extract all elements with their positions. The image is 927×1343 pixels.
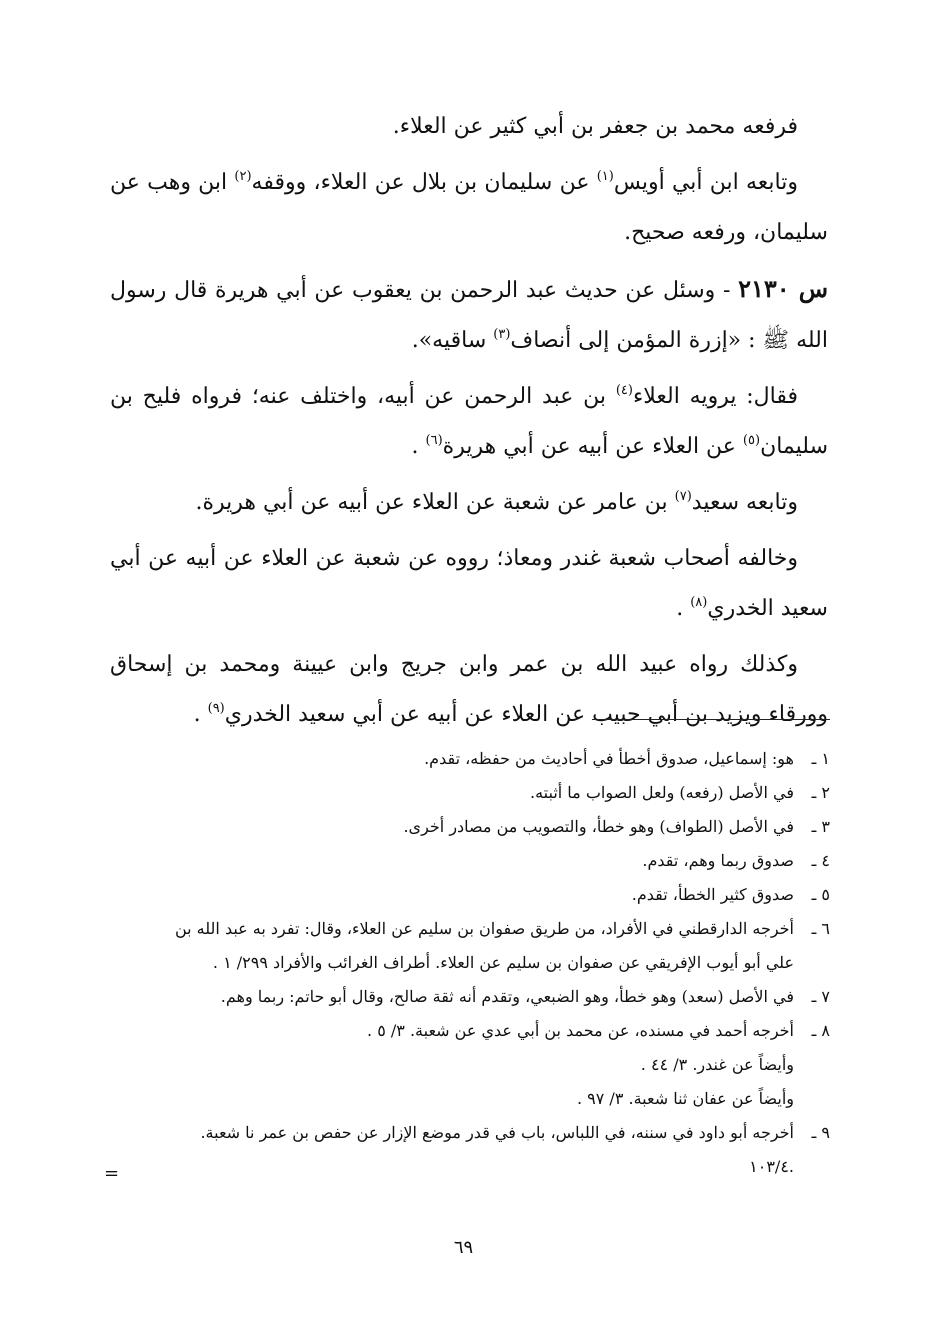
footnote-number: ١ ـ <box>811 749 830 768</box>
footnote-ref-8: (٨) <box>690 595 708 610</box>
footnote-number: ٤ ـ <box>811 851 830 870</box>
footnote-number: ٨ ـ <box>811 1021 830 1040</box>
paragraph-7: وكذلك رواه عبيد الله بن عمر وابن جريج وابن عيينة ومحمد بن إسحاق وورقاء ويزيد بن أبي حبيب عن العلاء عن أبيه عن أبي سعيد الخدري$^{(٩)}$ . <box>110 652 828 727</box>
footnote-line: في الأصل (رفعه) ولعل الصواب ما أثبته. <box>530 783 794 802</box>
footnote-line: .١٠٣/٤ <box>749 1157 794 1176</box>
paragraph-2: وتابعه ابن أبي أويس$^{(١)}$ عن سليمان بن بلال عن العلاء، ووقفه$^{(٢)}$ ابن وهب عن سليمان، ورفعه صحيح. <box>110 169 828 245</box>
footnote-text <box>110 844 794 878</box>
footnote-text <box>110 878 794 912</box>
main-text <box>110 102 828 746</box>
footnote-line: علي أبو أيوب الإفريقي عن صفوان بن سليم عن العلاء. أطراف الغرائب والأفراد ٢٩٩/ ١ . <box>212 953 794 972</box>
footnote-number: ٣ ـ <box>811 817 830 836</box>
footnote-text <box>110 742 794 776</box>
footnote-line: في الأصل (سعد) وهو خطأ، وهو الضبعي، وتقدم أنه ثقة صالح، وقال أبو حاتم: ربما وهم. <box>220 987 794 1006</box>
footnotes <box>110 742 830 1184</box>
footnote-ref-1: (١) <box>596 169 614 184</box>
footnote-ref-5: (٥) <box>742 433 761 448</box>
answer-paragraph: فقال: يرويه العلاء$^{(٤)}$ بن عبد الرحمن عن أبيه، واختلف عنه؛ فرواه فليح بن سليمان$^{(٥)}$ عن العلاء عن أبيه عن أبي هريرة$^{(٦)}$ . <box>110 383 828 459</box>
footnote-ref-9: (٩) <box>207 701 225 716</box>
footnote-item <box>110 810 830 844</box>
paragraph-6: وخالفه أصحاب شعبة غندر ومعاذ؛ رووه عن شعبة عن العلاء عن أبيه عن أبي سعيد الخدري$^{(٨)}$ . <box>110 546 828 621</box>
footnote-number: ٥ ـ <box>811 885 830 904</box>
footnote-item <box>110 1116 830 1184</box>
footnote-line: وأيضاً عن غندر. ٣/ ٤٤ . <box>640 1055 794 1074</box>
footnote-text <box>110 1116 794 1184</box>
footnote-ref-7: (٧) <box>674 489 692 504</box>
footnote-text <box>110 810 794 844</box>
footnote-item <box>110 844 830 878</box>
footnote-text <box>110 1014 794 1116</box>
footnote-item <box>110 776 830 810</box>
footnote-line: صدوق كثير الخطأ، تقدم. <box>631 885 794 904</box>
footnote-ref-6: (٦) <box>425 433 443 448</box>
footnote-line: أخرجه الدارقطني في الأفراد، من طريق صفوان بن سليم عن العلاء، وقال: تفرد به عبد الله بن <box>174 919 794 938</box>
footnote-text <box>110 912 794 980</box>
paragraph-5: وتابعه سعيد$^{(٧)}$ بن عامر عن شعبة عن العلاء عن أبيه عن أبي هريرة. <box>195 489 798 515</box>
page-number: ٦٩ <box>453 1237 474 1258</box>
footnote-item <box>110 1014 830 1116</box>
footnote-item <box>110 878 830 912</box>
footnote-item <box>110 912 830 980</box>
footnote-number: ٦ ـ <box>811 919 830 938</box>
footnote-number: ٢ ـ <box>811 783 830 802</box>
footnote-text <box>110 980 794 1014</box>
footnote-line: في الأصل (الطواف) وهو خطأ، والتصويب من مصادر أخرى. <box>403 817 794 836</box>
footnote-number: ٧ ـ <box>811 987 830 1006</box>
footnote-ref-2: (٢) <box>234 169 252 184</box>
footnote-ref-3: (٣) <box>493 327 511 342</box>
question-paragraph: س ٢١٣٠ - وسئل عن حديث عبد الرحمن بن يعقوب عن أبي هريرة قال رسول الله ﷺ : «إزرة المؤمن إلى أنصاف$^{(٣)}$ ساقيه». <box>110 274 828 353</box>
paragraph-1: فرفعه محمد بن جعفر بن أبي كثير عن العلاء. <box>392 114 798 139</box>
footnote-line: وأيضاً عن عفان ثنا شعبة. ٣/ ٩٧ . <box>576 1089 794 1108</box>
footnote-ref-4: (٤) <box>615 383 633 398</box>
continuation-mark: = <box>104 1163 120 1184</box>
footnote-line: صدوق ربما وهم، تقدم. <box>642 851 794 870</box>
footnote-line: أخرجه أبو داود في سننه، في اللباس، باب في قدر موضع الإزار عن حفص بن عمر نا شعبة. <box>200 1123 794 1142</box>
footnote-text <box>110 776 794 810</box>
footnote-item <box>110 742 830 776</box>
footnote-item <box>110 980 830 1014</box>
footnote-line: هو: إسماعيل، صدوق أخطأ في أحاديث من حفظه، تقدم. <box>424 749 794 768</box>
footnote-number: ٩ ـ <box>811 1123 830 1142</box>
footnote-line: أخرجه أحمد في مسنده، عن محمد بن أبي عدي عن شعبة. ٣/ ٥ . <box>367 1021 794 1040</box>
question-number: س ٢١٣٠ <box>738 274 828 303</box>
footnote-divider <box>592 719 830 720</box>
